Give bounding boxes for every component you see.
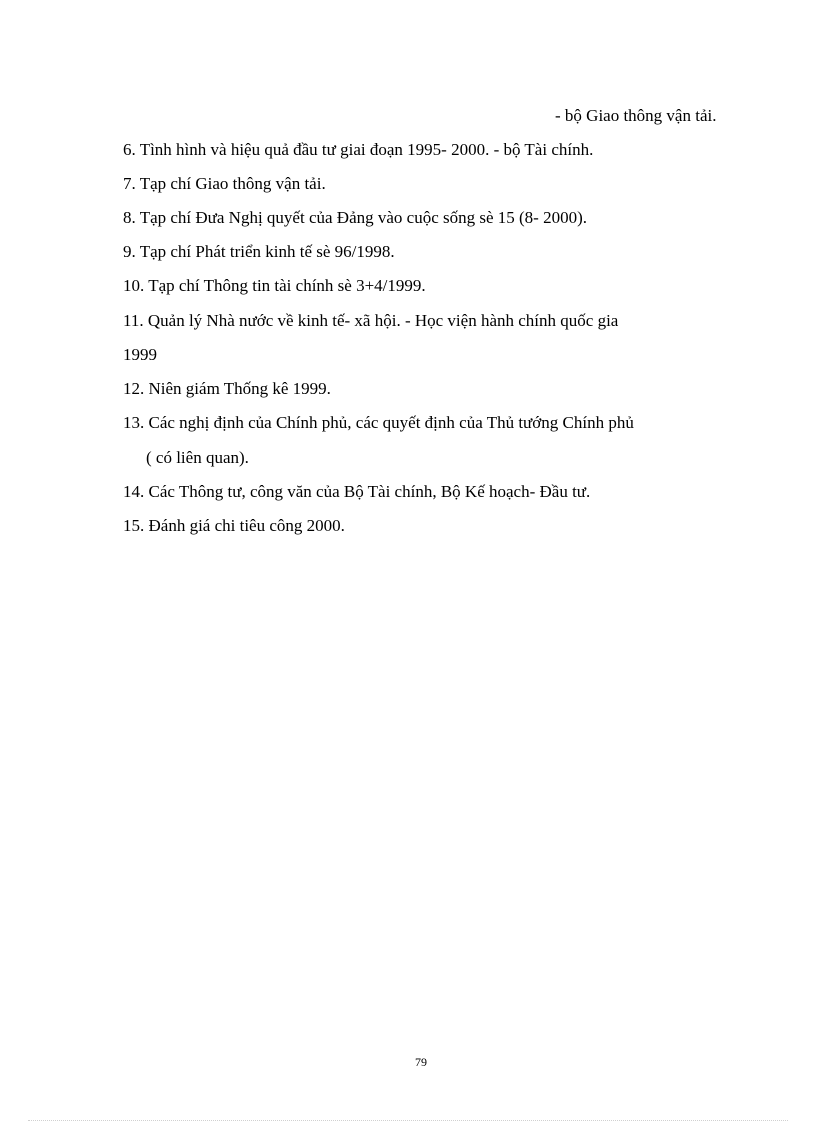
reference-line-1: - bộ Giao thông vận tải. (555, 106, 717, 125)
reference-line-13: 15. Đánh giá chi tiêu công 2000. (123, 516, 345, 535)
reference-line-3: 7. Tạp chí Giao thông vận tải. (123, 174, 326, 193)
reference-line-5: 9. Tạp chí Phát triển kinh tế sè 96/1998. (123, 242, 395, 261)
footer-divider (28, 1120, 788, 1121)
reference-line-12: 14. Các Thông tư, công văn của Bộ Tài chính, Bộ Kế hoạch- Đầu tư. (123, 482, 591, 501)
reference-line-2: 6. Tình hình và hiệu quả đầu tư giai đoạn 1995- 2000. - bộ Tài chính. (123, 140, 594, 159)
page-number: 79 (415, 1055, 427, 1069)
reference-line-8: 1999 (123, 345, 157, 364)
reference-line-9: 12. Niên giám Thống kê 1999. (123, 379, 331, 398)
reference-line-11: ( có liên quan). (146, 448, 249, 467)
reference-line-7: 11. Quản lý Nhà nước về kinh tế- xã hội. - Học viện hành chính quốc gia (123, 311, 619, 330)
reference-line-10: 13. Các nghị định của Chính phủ, các quyết định của Thủ tướng Chính phủ (123, 413, 634, 432)
reference-line-6: 10. Tạp chí Thông tin tài chính sè 3+4/1999. (123, 276, 426, 295)
reference-line-4: 8. Tạp chí Đưa Nghị quyết của Đảng vào cuộc sống sè 15 (8- 2000). (123, 208, 588, 227)
